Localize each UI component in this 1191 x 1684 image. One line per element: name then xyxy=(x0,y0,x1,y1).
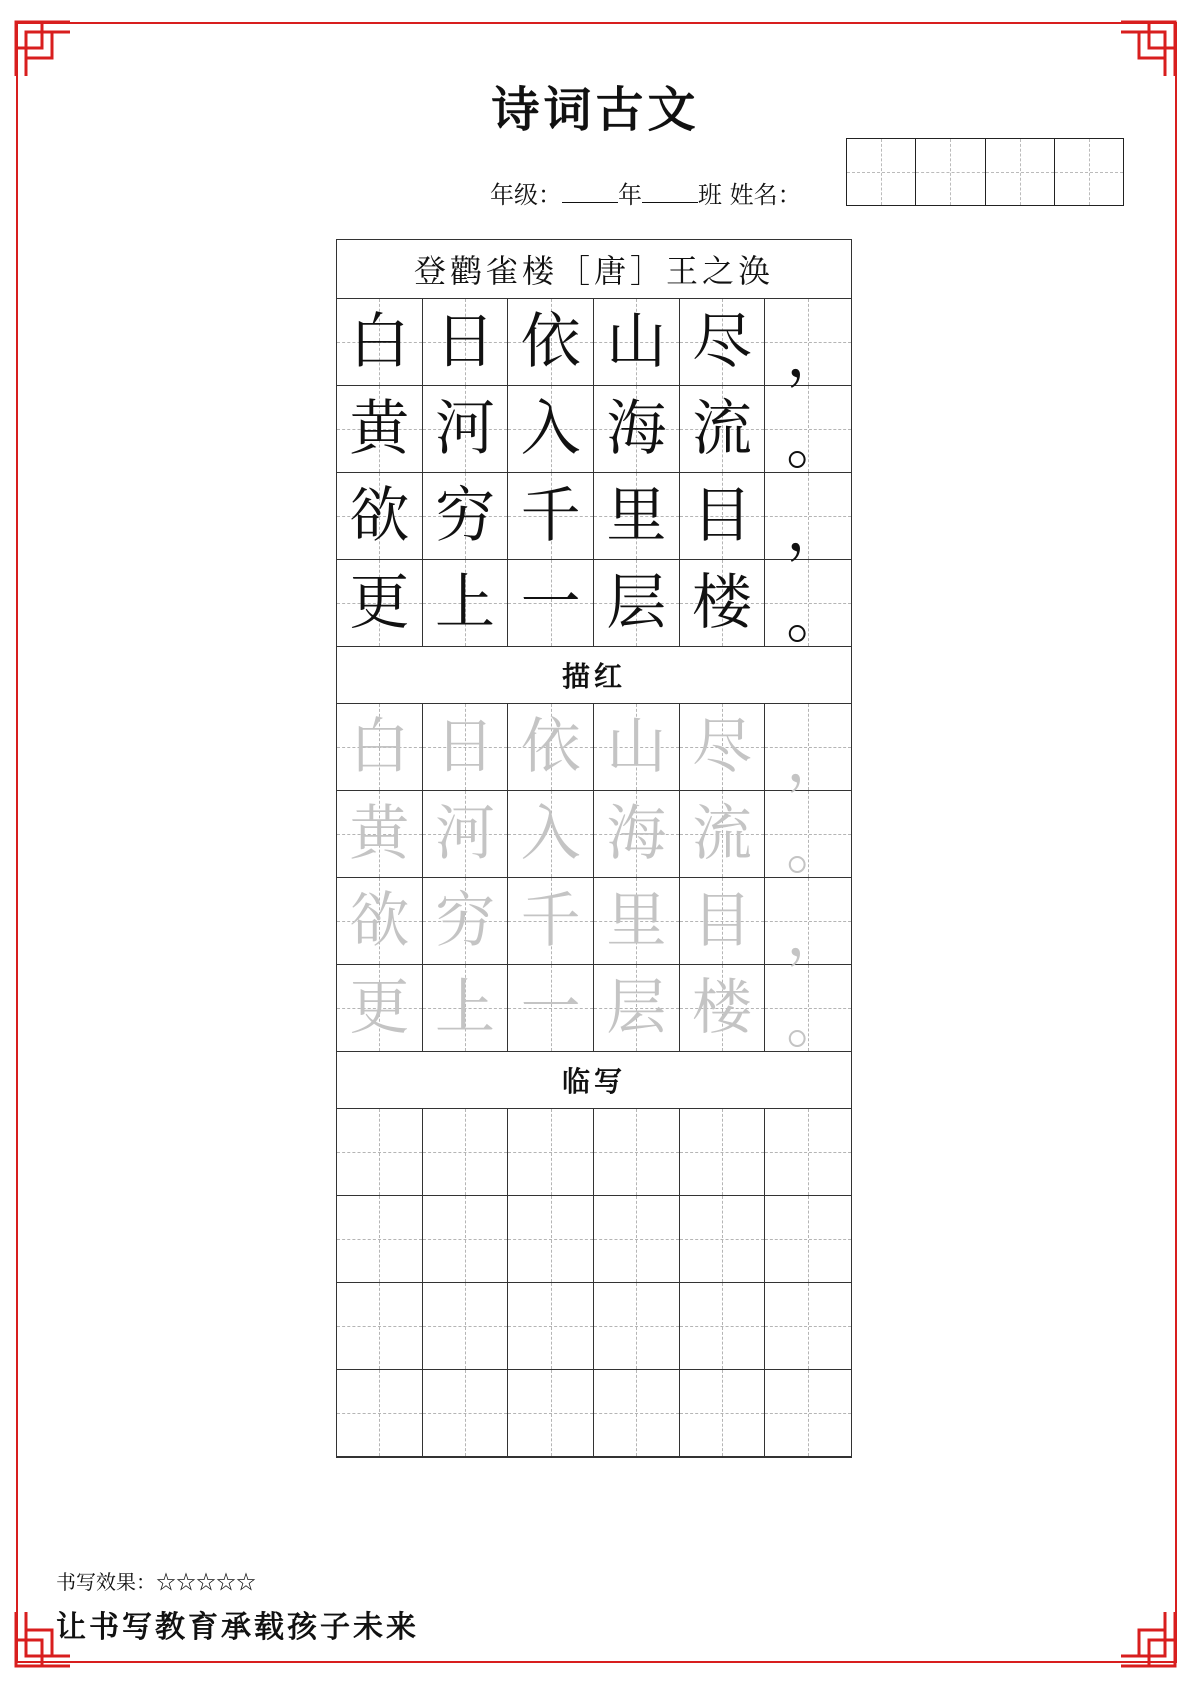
blank-practice-cell[interactable] xyxy=(423,1283,509,1369)
rating-label: 书写效果： xyxy=(56,1570,156,1594)
poem-model-rows xyxy=(337,299,851,652)
grade-year-blank[interactable] xyxy=(562,178,618,203)
trace-char-cell[interactable]: 更 xyxy=(337,965,423,1051)
rating-line xyxy=(56,1568,256,1596)
slogan: 让书写教育承载孩子未来 xyxy=(56,1610,419,1645)
blank-practice-cell[interactable] xyxy=(337,1109,423,1195)
corner-ornament-top-right xyxy=(1117,18,1179,80)
blank-practice-cell[interactable] xyxy=(680,1370,766,1456)
model-char-cell: 白 xyxy=(337,299,423,385)
trace-line xyxy=(337,704,851,796)
trace-char-cell[interactable]: 日 xyxy=(423,704,509,790)
trace-char-cell[interactable]: 海 xyxy=(594,791,680,877)
trace-punct-cell[interactable]: ， xyxy=(765,704,851,790)
copy-section-label: 临写 xyxy=(337,1052,851,1109)
name-box[interactable] xyxy=(847,139,916,205)
trace-char-cell[interactable]: 依 xyxy=(508,704,594,790)
model-punct-cell: ， xyxy=(765,299,851,385)
trace-char-cell[interactable]: 尽 xyxy=(680,704,766,790)
blank-practice-cell[interactable] xyxy=(337,1283,423,1369)
model-punct-cell: 。 xyxy=(765,386,851,472)
model-char-cell: 穷 xyxy=(423,473,509,559)
trace-char-cell[interactable]: 黄 xyxy=(337,791,423,877)
poem-line xyxy=(337,473,851,565)
trace-char-cell[interactable]: 流 xyxy=(680,791,766,877)
copy-line xyxy=(337,1283,851,1370)
trace-char-cell[interactable]: 一 xyxy=(508,965,594,1051)
trace-char-cell[interactable]: 里 xyxy=(594,878,680,964)
copy-line xyxy=(337,1370,851,1457)
model-char-cell: 目 xyxy=(680,473,766,559)
blank-practice-cell[interactable] xyxy=(594,1196,680,1282)
model-char-cell: 依 xyxy=(508,299,594,385)
model-char-cell: 入 xyxy=(508,386,594,472)
year-suffix: 年 xyxy=(618,181,642,209)
model-char-cell: 更 xyxy=(337,560,423,646)
class-blank[interactable] xyxy=(642,178,698,203)
model-char-cell: 尽 xyxy=(680,299,766,385)
blank-practice-cell[interactable] xyxy=(423,1196,509,1282)
model-char-cell: 千 xyxy=(508,473,594,559)
trace-char-cell[interactable]: 层 xyxy=(594,965,680,1051)
copy-rows xyxy=(337,1109,851,1457)
trace-char-cell[interactable]: 穷 xyxy=(423,878,509,964)
model-char-cell: 里 xyxy=(594,473,680,559)
trace-char-cell[interactable]: 白 xyxy=(337,704,423,790)
blank-practice-cell[interactable] xyxy=(680,1196,766,1282)
model-char-cell: 上 xyxy=(423,560,509,646)
model-punct-cell: ， xyxy=(765,473,851,559)
blank-practice-cell[interactable] xyxy=(680,1109,766,1195)
corner-ornament-top-left xyxy=(12,18,74,80)
model-char-cell: 欲 xyxy=(337,473,423,559)
model-char-cell: 流 xyxy=(680,386,766,472)
trace-line xyxy=(337,791,851,883)
blank-practice-cell[interactable] xyxy=(508,1370,594,1456)
page-title: 诗词古文 xyxy=(491,82,700,138)
model-punct-cell: 。 xyxy=(765,560,851,646)
model-char-cell: 日 xyxy=(423,299,509,385)
model-char-cell: 楼 xyxy=(680,560,766,646)
trace-char-cell[interactable]: 河 xyxy=(423,791,509,877)
blank-practice-cell[interactable] xyxy=(765,1370,851,1456)
blank-practice-cell[interactable] xyxy=(765,1283,851,1369)
trace-line xyxy=(337,878,851,970)
blank-practice-cell[interactable] xyxy=(337,1370,423,1456)
trace-char-cell[interactable]: 入 xyxy=(508,791,594,877)
student-info xyxy=(490,178,802,212)
model-char-cell: 山 xyxy=(594,299,680,385)
model-char-cell: 河 xyxy=(423,386,509,472)
copy-line xyxy=(337,1196,851,1283)
model-char-cell: 黄 xyxy=(337,386,423,472)
blank-practice-cell[interactable] xyxy=(508,1109,594,1195)
poem-line xyxy=(337,386,851,478)
practice-sheet xyxy=(336,239,852,1458)
poem-line xyxy=(337,560,851,652)
trace-char-cell[interactable]: 千 xyxy=(508,878,594,964)
trace-section-label: 描红 xyxy=(337,647,851,704)
trace-rows xyxy=(337,704,851,1057)
grade-label: 年级： xyxy=(490,181,562,209)
trace-char-cell[interactable]: 楼 xyxy=(680,965,766,1051)
model-char-cell: 海 xyxy=(594,386,680,472)
blank-practice-cell[interactable] xyxy=(423,1370,509,1456)
trace-char-cell[interactable]: 上 xyxy=(423,965,509,1051)
trace-line xyxy=(337,965,851,1057)
trace-char-cell[interactable]: 山 xyxy=(594,704,680,790)
blank-practice-cell[interactable] xyxy=(765,1196,851,1282)
rating-stars-icon[interactable]: ☆☆☆☆☆ xyxy=(156,1570,256,1594)
model-char-cell: 层 xyxy=(594,560,680,646)
blank-practice-cell[interactable] xyxy=(508,1196,594,1282)
name-label: 姓名： xyxy=(729,181,802,209)
trace-punct-cell[interactable]: 。 xyxy=(765,965,851,1051)
name-boxes xyxy=(846,138,1124,206)
corner-ornament-bottom-right xyxy=(1117,1608,1179,1670)
blank-practice-cell[interactable] xyxy=(594,1370,680,1456)
name-box[interactable] xyxy=(986,139,1055,205)
blank-practice-cell[interactable] xyxy=(594,1109,680,1195)
name-box[interactable] xyxy=(1055,139,1123,205)
blank-practice-cell[interactable] xyxy=(423,1109,509,1195)
trace-punct-cell[interactable]: ， xyxy=(765,878,851,964)
trace-punct-cell[interactable]: 。 xyxy=(765,791,851,877)
blank-practice-cell[interactable] xyxy=(594,1283,680,1369)
blank-practice-cell[interactable] xyxy=(337,1196,423,1282)
name-box[interactable] xyxy=(916,139,985,205)
blank-practice-cell[interactable] xyxy=(680,1283,766,1369)
blank-practice-cell[interactable] xyxy=(508,1283,594,1369)
blank-practice-cell[interactable] xyxy=(765,1109,851,1195)
trace-char-cell[interactable]: 欲 xyxy=(337,878,423,964)
trace-char-cell[interactable]: 目 xyxy=(680,878,766,964)
class-suffix: 班 xyxy=(698,181,722,209)
poem-header: 登鹳雀楼［唐］王之涣 xyxy=(337,240,851,299)
model-char-cell: 一 xyxy=(508,560,594,646)
poem-line xyxy=(337,299,851,391)
copy-line xyxy=(337,1109,851,1196)
